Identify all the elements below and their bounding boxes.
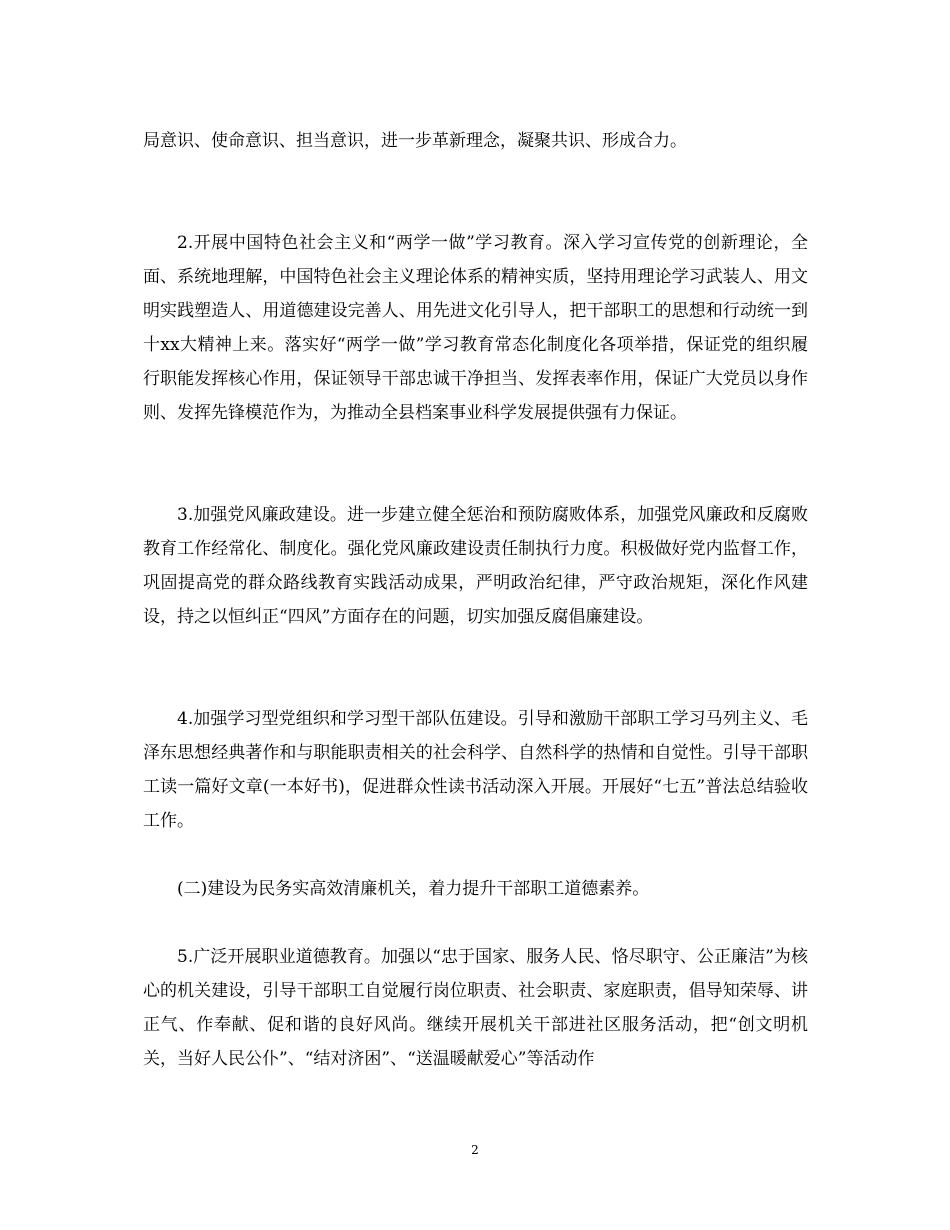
paragraph-item-5: 5.广泛开展职业道德教育。加强以“忠于国家、服务人民、恪尽职守、公正廉洁”为核心的机关建设，引导干部职工自觉履行岗位职责、社会职责、家庭职责，倡导知荣辱、讲正气、作奉献、促和谐的良好风尚。继续开展机关干部进社区服务活动，把“创文明机关，当好人民公仆”、“结对济困”、“送温暖献爱心”等活动作 [143, 947, 808, 1069]
section-heading-2: (二)建设为民务实高效清廉机关，着力提升干部职工道德素养。 [177, 879, 650, 899]
paragraph-item-3: 3.加强党风廉政建设。进一步建立健全惩治和预防腐败体系，加强党风廉政和反腐败教育工作经常化、制度化。强化党风廉政建设责任制执行力度。积极做好党内监督工作，巩固提高党的群众路线教育实践活动成果，严明政治纪律，严守政治规矩，深化作风建设，持之以恒纠正“四风”方面存在的问题，切实加强反腐倡廉建设。 [143, 505, 808, 627]
paragraph-continuation: 局意识、使命意识、担当意识，进一步革新理念，凝聚共识、形成合力。 [143, 131, 687, 151]
paragraph-item-4: 4.加强学习型党组织和学习型干部队伍建设。引导和激励干部职工学习马列主义、毛泽东思想经典著作和与职能职责相关的社会科学、自然科学的热情和自觉性。引导干部职工读一篇好文章(一本好书)，促进群众性读书活动深入开展。开展好“七五”普法总结验收工作。 [143, 709, 808, 831]
page-number: 2 [471, 1143, 479, 1157]
paragraph-item-2: 2.开展中国特色社会主义和“两学一做”学习教育。深入学习宣传党的创新理论，全面、系统地理解，中国特色社会主义理论体系的精神实质，坚持用理论学习武装人、用文明实践塑造人、用道德建设完善人、用先进文化引导人，把干部职工的思想和行动统一到十xx大精神上来。落实好“两学一做”学习教育常态化制度化各项举措，保证党的组织履行职能发挥核心作用，保证领导干部忠诚干净担当、发挥表率作用，保证广大党员以身作则、发挥先锋模范作为，为推动全县档案事业科学发展提供强有力保证。 [143, 233, 808, 423]
